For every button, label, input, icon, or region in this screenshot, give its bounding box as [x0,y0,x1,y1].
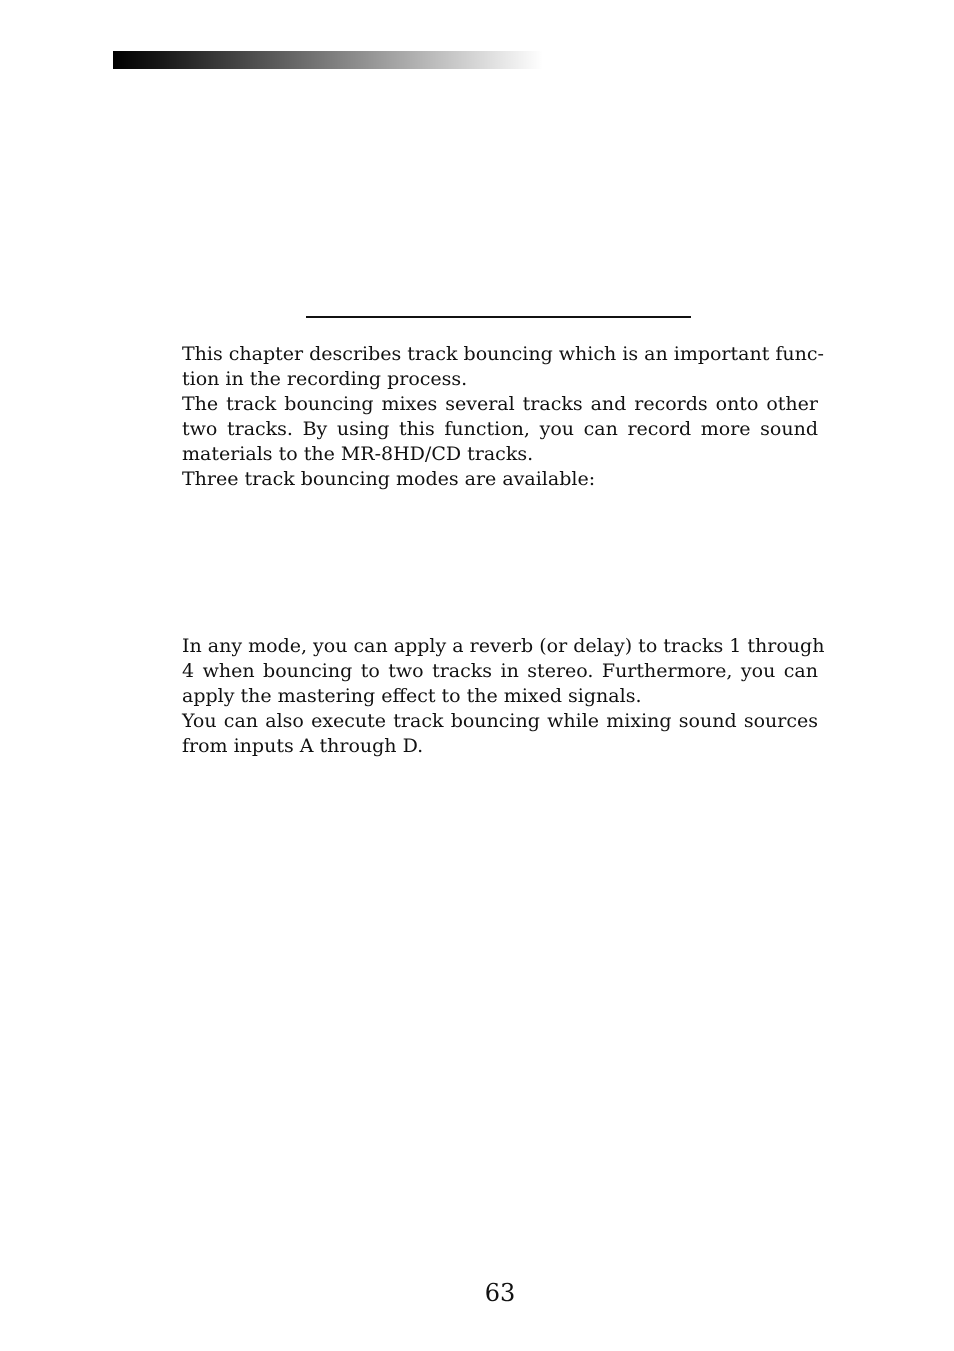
body-text-line: apply the mastering effect to the mixed signals. [182,685,642,707]
body-text-line: two tracks. By using this function, you can record more sound [182,418,818,440]
body-text-line: from inputs A through D. [182,735,424,757]
body-text-line: In any mode, you can apply a reverb (or delay) to tracks 1 through [182,635,825,657]
body-text-line: materials to the MR-8HD/CD tracks. [182,443,534,465]
notes-paragraph [182,634,825,759]
body-text-line: This chapter describes track bouncing which is an important func- [182,343,824,365]
title-underline-rule [306,316,691,318]
body-text-line: Three track bouncing modes are available: [182,468,596,490]
page-number: 63 [484,1279,516,1307]
body-text-line: The track bouncing mixes several tracks and records onto other [182,393,818,415]
body-text-line: 4 when bouncing to two tracks in stereo. Furthermore, you can [182,660,818,682]
chapter-header-gradient-bar [113,51,543,69]
intro-paragraph [182,342,824,492]
body-text-line: tion in the recording process. [182,368,468,390]
body-text-line: You can also execute track bouncing while mixing sound sources [182,710,818,732]
